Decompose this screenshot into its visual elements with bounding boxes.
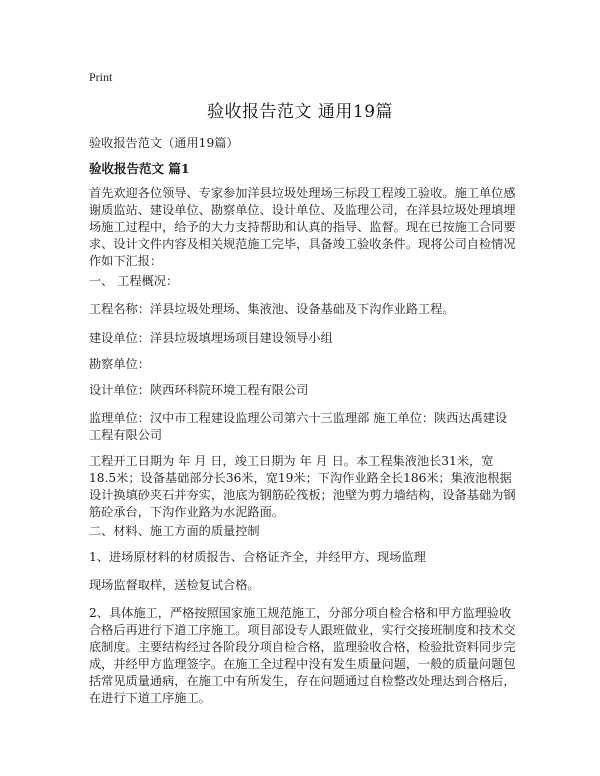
paragraph-quality-heading: 二、材料、施工方面的质量控制 (89, 524, 260, 538)
paragraph-schedule: 工程开工日期为 年 月 日，竣工日期为 年 月 日。本工程集液池长31米，宽18.5米；设备基础部分长36米，宽19米；下沟作业路全长186米；集液池根据设计换填砂夹石并夯实，池底为钢筋砼筏板；池壁为剪力墙结构，设备基础为钢筋砼承台，下沟作业路为水泥路面。 (89, 454, 516, 519)
paragraph-project-name: 工程名称：洋县垃圾处理场、集液池、设备基础及下沟作业路工程。 (89, 302, 455, 316)
paragraph-survey-unit: 勘察单位： (89, 357, 150, 371)
paragraph-overview-heading: 一、 工程概况： (89, 274, 179, 288)
paragraph-intro: 首先欢迎各位领导、专家参加洋县垃圾处理场三标段工程竣工验收。施工单位感谢质监站、建设单位、勘察单位、设计单位、及监理公司，在洋县垃圾处理填埋场施工过程中，给予的大力支持帮助和认真的指导、监督。现在已按施工合同要求、设计文件内容及相关规范施工完毕，具备竣工验收条件。现将公司自检情况作如下汇报： (89, 186, 516, 268)
document-subtitle: 验收报告范文（通用19篇） (89, 136, 239, 150)
print-link[interactable]: Print (89, 70, 113, 84)
document-title: 验收报告范文 通用19篇 (206, 102, 394, 122)
paragraph-construction: 2、具体施工，严格按照国家施工规范施工，分部分项自检合格和甲方监理验收合格后再进行下道工序施工。项目部设专人跟班做业，实行交接班制度和技术交底制度。主要结构经过各阶段分项自检合格，监理验收合格，检验批资料同步完成，并经甲方监理签字。在施工全过程中没有发生质量问题，一般的质量问题包括常见质量通病，在施工中有所发生，存在问题通过自检整改处理达到合格后，在进行下道工序施工。 (89, 606, 516, 705)
paragraph-design-unit: 设计单位：陕西环科院环境工程有限公司 (89, 383, 309, 397)
paragraph-supervision-unit: 监理单位：汉中市工程建设监理公司第六十三监理部 施工单位：陕西达禹建设工程有限公司 (89, 411, 508, 442)
paragraph-owner-unit: 建设单位：洋县垃圾填埋场项目建设领导小组 (89, 331, 333, 345)
paragraph-materials: 1、进场原材料的材质报告、合格证齐全，并经甲方、现场监理 (89, 550, 426, 564)
paragraph-sampling: 现场监督取样，送检复试合格。 (89, 578, 260, 592)
section-title: 验收报告范文 篇1 (89, 161, 190, 176)
